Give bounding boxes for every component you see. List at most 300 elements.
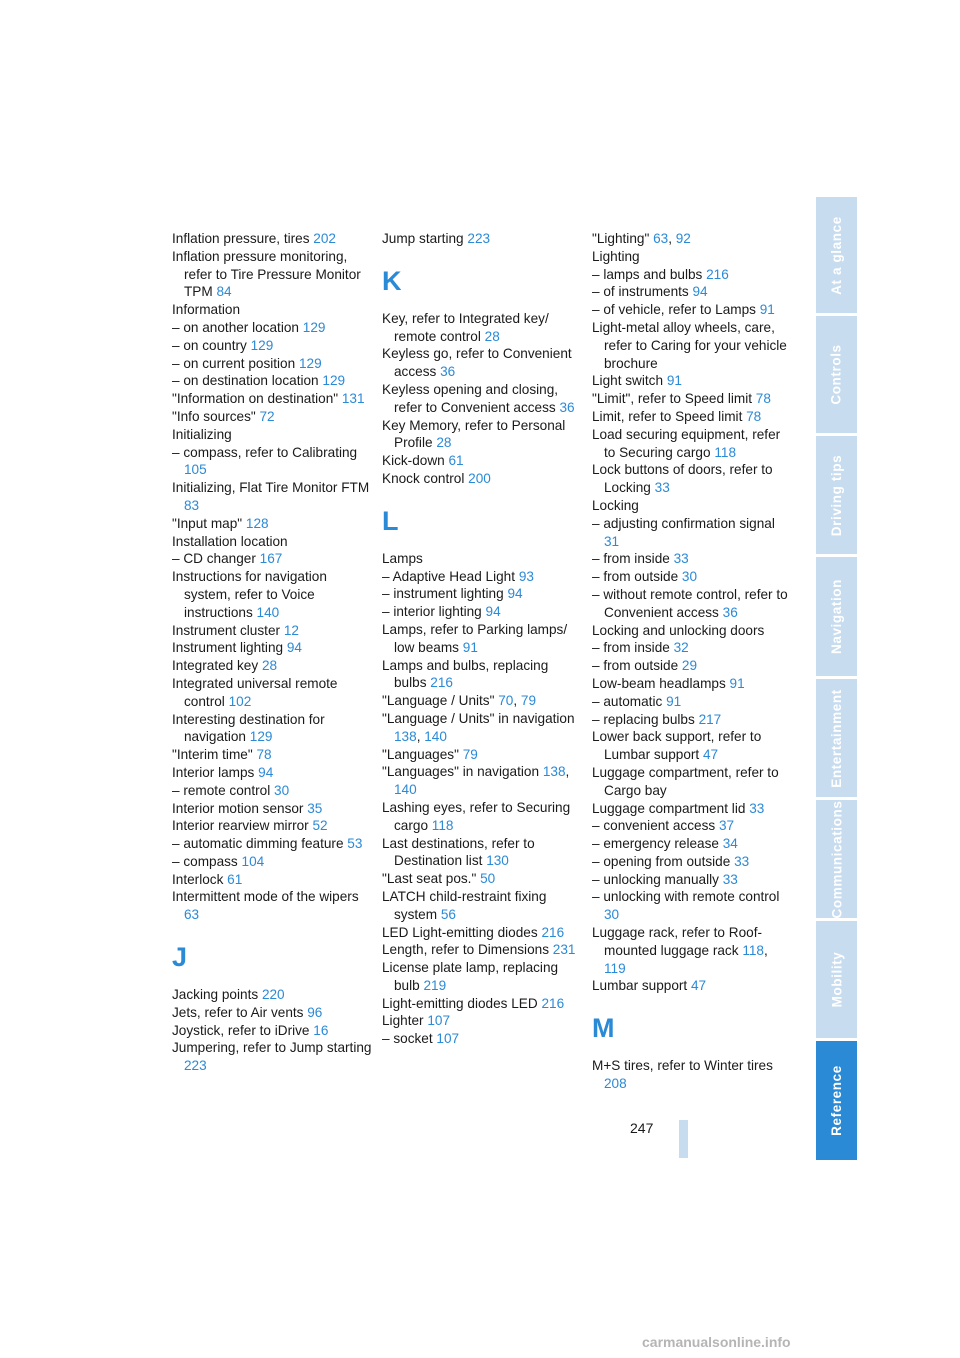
page-link[interactable]: 84 [216,284,232,300]
tab-entertainment[interactable] [816,679,857,797]
index-entry-text: – compass, refer to Calibrating [172,444,358,460]
index-entry-text: Initializing [172,426,232,442]
index-entry-text: Keyless opening and closing, refer to Convenient access [382,381,559,415]
index-entry [592,586,792,622]
index-entry [172,675,372,711]
page-link[interactable]: 28 [484,328,500,344]
index-entry-text: Lumbar support [592,978,688,994]
index-entry-text: Length, refer to Dimensions [382,942,549,958]
index-entry [382,746,582,764]
index-entry-text: Locking and unlocking doors [592,622,765,638]
index-entry [592,622,792,640]
page-link[interactable]: 91 [666,693,682,709]
page-link[interactable]: 12 [283,622,299,638]
index-entry [592,319,792,372]
page-link[interactable]: 216 [430,675,453,691]
index-letter-heading: M [592,1013,615,1044]
index-entry-text: Jacking points [172,987,259,1003]
tab-label: Entertainment [829,688,844,788]
page-link[interactable]: 50 [480,871,496,887]
tab-mobility[interactable] [816,921,857,1038]
index-entry [592,657,792,675]
index-entry-text: – socket [382,1031,433,1047]
index-entry-text: Installation location [172,533,288,549]
index-entry-text: "Language / Units" [382,693,495,709]
index-entry [172,372,372,390]
index-entry [172,568,372,621]
page-link[interactable]: 78 [746,408,762,424]
index-entry-text: Interior rearview mirror [172,818,309,834]
page-link[interactable]: 208 [604,1076,627,1092]
page-link[interactable]: 61 [448,453,464,469]
index-entry-text: – of instruments [592,284,689,300]
index-entry [172,355,372,373]
index-entry [592,390,792,408]
tab-label: Driving tips [829,454,844,536]
index-entry-text: Light-metal alloy wheels, care, refer to Caring for your vehicle brochure [592,319,787,371]
index-entry-text: – on another location [172,319,299,335]
index-entry [172,515,372,533]
index-entry-text: Interesting destination for navigation [172,711,325,745]
page-link[interactable]: 96 [307,1004,323,1020]
index-entry-text: Instructions for navigation system, refer to Voice instructions [172,569,327,620]
index-entry-text: "Last seat pos." [382,871,477,887]
index-entry-text: "Languages" [382,746,459,762]
page-link[interactable]: 94 [258,764,274,780]
index-entry-text: Lamps [382,550,423,566]
index-entry-text: – Adaptive Head Light [382,568,516,584]
index-entry-text: Initializing, Flat Tire Monitor FTM [172,480,370,496]
index-entry-text: "Limit", refer to Speed limit [592,391,752,407]
index-entry-text: – unlocking manually [592,871,719,887]
index-entry [382,568,582,586]
page-link[interactable]: 53 [347,836,363,852]
index-entry [592,266,792,284]
index-entry-text: "Input map" [172,515,243,531]
tab-at-a-glance[interactable] [816,197,857,313]
index-entry-text: – interior lighting [382,604,482,620]
tab-label: Reference [829,1065,844,1136]
index-entry-text: Kick-down [382,453,445,469]
index-entry [592,675,792,693]
page-link[interactable]: 140 [394,782,417,798]
tab-label: Controls [829,344,845,405]
page-link[interactable]: 63 [184,907,200,923]
index-entry [592,461,792,497]
index-entry [382,550,582,568]
index-entry-text: Instrument cluster [172,622,281,638]
index-entry [172,871,372,889]
index-entry-text: Interlock [172,871,224,887]
page-link[interactable]: 129 [249,729,273,745]
page-link[interactable]: 63 [653,231,669,246]
index-entry-text: Locking [592,497,639,513]
index-entry [382,310,582,346]
page-link[interactable]: 78 [256,747,272,763]
tab-label: Mobility [829,951,845,1008]
index-entry [592,568,792,586]
index-entry [172,248,372,301]
index-entry-text: – from outside [592,569,679,585]
index-entry-text: Limit, refer to Speed limit [592,408,743,424]
page-link[interactable]: 61 [227,871,243,887]
page-link[interactable]: 47 [703,747,719,763]
index-entry [172,230,372,248]
index-entry-text: – unlocking with remote control [592,889,780,905]
index-entry [382,452,582,470]
index-entry [592,372,792,390]
page-link[interactable]: 47 [691,978,707,994]
index-entry [592,977,792,995]
index-entry [172,479,372,515]
index-entry-text: Instrument lighting [172,640,284,656]
page-link[interactable]: 92 [675,231,691,246]
index-entry-text: Interior motion sensor [172,800,304,816]
page-link[interactable]: 130 [486,853,509,869]
index-entry-text: Luggage rack, refer to Roof- mounted luggage rack [592,925,763,958]
index-entry-text: "Lighting" [592,231,650,246]
index-entry-text: – from inside [592,551,670,567]
index-entry-text: Light-emitting diodes LED [382,995,538,1011]
page-link[interactable]: 33 [673,551,689,567]
index-letter-heading: K [382,265,402,296]
page-link[interactable]: 91 [759,302,775,318]
index-entry [172,426,372,444]
index-entry-text: Integrated universal remote control [172,675,338,709]
index-entry-text: Intermittent mode of the wipers [172,889,359,905]
index-entry-text: – replacing bulbs [592,711,695,727]
index-entry-text: – adjusting confirmation signal [592,515,775,531]
page-link[interactable]: 79 [462,746,478,762]
index-entry [382,345,582,381]
index-entry [172,337,372,355]
index-entry [382,585,582,603]
page-link[interactable]: 131 [341,391,365,407]
page-link[interactable]: 119 [604,960,626,976]
index-entry [172,888,372,924]
page-link[interactable]: 231 [552,942,576,958]
index-column-3 [592,230,792,1093]
page-number-bar [679,1120,688,1158]
index-entry-text: Interior lamps [172,764,255,780]
index-entry-text: – on destination location [172,373,319,389]
index-entry-text: – on country [172,337,247,353]
page-link[interactable]: 102 [228,693,252,709]
page-link[interactable]: 33 [654,480,670,496]
tab-driving-tips[interactable] [816,436,857,554]
index-entry-text: Low-beam headlamps [592,675,726,691]
index-letter-heading: L [382,505,399,536]
index-entry-text: LED Light-emitting diodes [382,924,538,940]
index-entry [172,817,372,835]
index-entry: "Language / Units" in navigation 138, 140 [382,710,575,744]
index-entry-text: Inflation pressure monitoring, refer to Tire Pressure Monitor TPM [172,248,361,300]
index-entry-text: Jumpering, refer to Jump starting [172,1040,372,1056]
page-link[interactable]: 167 [259,551,283,567]
index-entry-text: Lower back support, refer to Lumbar support [592,729,762,763]
index-entry [382,835,582,871]
page-link[interactable]: 216 [541,924,565,940]
index-entry-text: Integrated key [172,658,259,674]
page-link[interactable]: 107 [436,1031,460,1047]
tab-label: At a glance [829,215,844,295]
index-entry-text: – remote control [172,782,271,798]
index-entry-text: "Info sources" [172,408,256,424]
tab-communications[interactable] [816,800,857,918]
page-link[interactable]: 128 [245,515,269,531]
footer-watermark: carmanualsonline.info [642,1334,791,1350]
index-entry [172,746,372,764]
index-entry [592,835,792,853]
index-entry-text: – automatic dimming feature [172,836,344,852]
index-entry [382,470,582,488]
index-entry [172,782,372,800]
page-link[interactable]: 140 [256,604,280,620]
index-entry-text: Lamps, refer to Parking lamps/ low beams [382,621,568,655]
index-entry [172,390,372,408]
page-link[interactable]: 32 [673,640,689,656]
page-link[interactable]: 33 [749,800,765,816]
index-entry-text: Light switch [592,373,664,389]
tab-reference[interactable] [816,1041,857,1160]
index-entry [592,301,792,319]
page-link[interactable]: 52 [312,818,328,834]
index-entry [592,693,792,711]
page-link[interactable]: 70 [498,693,514,709]
page-link[interactable]: 129 [250,337,274,353]
page-link[interactable]: 223 [467,231,491,246]
page-link[interactable]: 118 [742,942,764,958]
index-entry-text: – from outside [592,658,679,674]
index-entry [592,248,792,266]
page-link[interactable]: 118 [714,444,736,460]
index-entry-text: Keyless go, refer to Convenient access [382,346,572,380]
index-entry-text: "Information on destination" [172,391,339,407]
index-letter-heading: J [172,942,188,973]
page-link[interactable]: 94 [507,586,523,602]
index-entry [172,408,372,426]
page-link[interactable]: 107 [427,1013,451,1029]
index-entry [592,497,792,515]
index-entry-text: – lamps and bulbs [592,266,703,282]
page-link[interactable]: 33 [734,853,750,869]
index-entry-text: Luggage compartment lid [592,800,746,816]
page-link[interactable]: 217 [698,711,722,727]
index-entry-text: M+S tires, refer to Winter tires [592,1058,773,1074]
index-entry [382,657,582,693]
page-link[interactable]: 118 [431,817,454,833]
index-entry-text: Lashing eyes, refer to Securing cargo [382,799,571,833]
index-entry [382,381,582,417]
page-link[interactable]: 37 [718,818,735,834]
index-entry [592,888,792,924]
tab-label: Navigation [829,578,845,655]
page-link[interactable]: 28 [261,658,278,674]
tab-controls[interactable] [816,316,857,433]
page-link[interactable]: 79 [520,693,537,709]
page-link[interactable]: 36 [559,399,575,415]
index-entry-text: Key, refer to Integrated key/ remote control [382,310,549,344]
index-entry-text: License plate lamp, replacing bulb [382,960,559,993]
section-tabs [816,197,857,1160]
index-entry-text: – compass [172,853,238,869]
index-entry-text: Luggage compartment, refer to Cargo bay [592,764,779,798]
index-entry [592,550,792,568]
tab-label: Communications [829,800,845,918]
index-entry [592,639,792,657]
page-link[interactable]: 93 [518,568,534,584]
index-entry [382,1030,582,1048]
page-link[interactable]: 34 [722,836,738,852]
page-link[interactable]: 29 [681,658,698,674]
page-link[interactable]: 105 [184,462,207,478]
index-entry-text: "Languages" in navigation [382,764,540,780]
index-entry-text: Lighter [382,1013,424,1029]
index-entry [172,1039,372,1075]
index-entry [382,941,582,959]
index-entry-text: "Interim time" [172,747,253,763]
index-entry [172,550,372,568]
page-link[interactable]: 35 [307,800,323,816]
page-link[interactable]: 138 [394,728,417,744]
index-entry [592,728,792,764]
index-entry-text: – convenient access [592,818,716,834]
page-link[interactable]: 28 [436,435,452,451]
page-link[interactable]: 200 [468,470,491,486]
page-link[interactable]: 30 [274,782,290,798]
page-link[interactable]: 129 [298,355,322,371]
page-link[interactable]: 138 [542,764,566,780]
page-link[interactable]: 31 [604,533,620,549]
index-entry-text: "Language / Units" in navigation [382,710,575,726]
index-entry [382,230,582,248]
index-entry: "Languages" in navigation 138, 140 [382,764,570,798]
index-entry-text: – without remote control, refer to Convenient access [592,586,788,620]
page-link[interactable]: 140 [424,728,447,744]
index-entry-text: – automatic [592,693,663,709]
page-link[interactable]: 216 [706,266,729,282]
page-link[interactable]: 94 [692,284,708,300]
index-entry-text: Information [172,302,241,318]
index-entry-text: – on current position [172,355,296,371]
index-entry [592,853,792,871]
index-entry [172,622,372,640]
page-link[interactable]: 16 [313,1022,329,1038]
page-number: 247 [630,1120,654,1136]
index-entry-text: LATCH child-restraint fixing system [382,888,547,922]
index-entry [382,417,582,453]
index-entry [382,995,582,1013]
index-entry-text: Load securing equipment, refer to Securing cargo [592,426,781,460]
index-entry [172,639,372,657]
page-link[interactable]: 104 [241,853,265,869]
index-entry [172,711,372,747]
page-link[interactable]: 30 [681,569,698,585]
tab-navigation[interactable] [816,557,857,676]
index-entry [172,444,372,480]
index-entry [592,711,792,729]
index-column-2 [382,230,582,1048]
page-link[interactable]: 219 [423,977,447,993]
page-link[interactable]: 91 [462,639,478,655]
index-entry: "Lighting" 63, 92 [592,231,691,246]
index-entry-text: – from inside [592,640,670,656]
index-entry [172,800,372,818]
index-entry-text: – instrument lighting [382,586,504,602]
index-entry [592,408,792,426]
index-entry-text: Lock buttons of doors, refer to Locking [592,462,773,496]
page-link[interactable]: 83 [184,497,200,513]
index-entry: "Language / Units" 70, 79 [382,693,537,709]
index-entry [592,871,792,889]
page-link[interactable]: 220 [261,987,285,1003]
index-entry [592,1057,792,1093]
index-entry [172,301,372,319]
index-entry [172,853,372,871]
index-entry [382,959,582,995]
page-link[interactable]: 94 [485,604,501,620]
page-link[interactable]: 94 [286,640,302,656]
index-entry [592,283,792,301]
index-entry [382,1012,582,1030]
index-entry [592,817,792,835]
page-link[interactable]: 78 [755,391,771,407]
page-link[interactable]: 129 [322,373,346,389]
index-entry [382,603,582,621]
index-entry [382,870,582,888]
page-link[interactable]: 129 [302,319,326,335]
page-link[interactable]: 36 [722,604,738,620]
page-link[interactable]: 223 [184,1058,207,1074]
index-entry-text: – of vehicle, refer to Lamps [592,302,756,318]
page-link[interactable]: 202 [313,231,336,246]
page-link[interactable]: 91 [729,675,745,691]
index-entry [172,1022,372,1040]
index-entry [382,924,582,942]
index-entry-text: Lamps and bulbs, replacing bulbs [382,657,549,691]
page-link[interactable]: 72 [259,408,275,424]
index-entry [592,515,792,551]
index-entry [592,426,792,462]
index-column-1 [172,230,372,1075]
index-entry [382,799,582,835]
page-link[interactable]: 30 [604,907,620,923]
index-entry-text: Last destinations, refer to Destination list [382,835,535,869]
index-entry-text: – CD changer [172,551,256,567]
index-entry: Luggage rack, refer to Roof- mounted luggage rack 118, 119 [592,925,768,976]
index-entry-text: Jump starting [382,231,464,246]
index-entry-text: Joystick, refer to iDrive [172,1022,310,1038]
index-entry [172,835,372,853]
index-entry [172,319,372,337]
index-entry [382,888,582,924]
index-entry-text: Inflation pressure, tires [172,231,310,246]
index-entry [592,764,792,800]
index-entry [592,800,792,818]
index-entry-text: Knock control [382,470,465,486]
page-link[interactable]: 36 [440,364,456,380]
index-entry [382,621,582,657]
page-link[interactable]: 56 [440,906,456,922]
index-entry-text: Jets, refer to Air vents [172,1004,304,1020]
index-entry [172,533,372,551]
index-entry [172,764,372,782]
index-entry-text: – emergency release [592,836,719,852]
page-link[interactable]: 33 [722,871,738,887]
index-entry [172,986,372,1004]
page-link[interactable]: 216 [541,995,565,1011]
page-link[interactable]: 91 [666,373,682,389]
